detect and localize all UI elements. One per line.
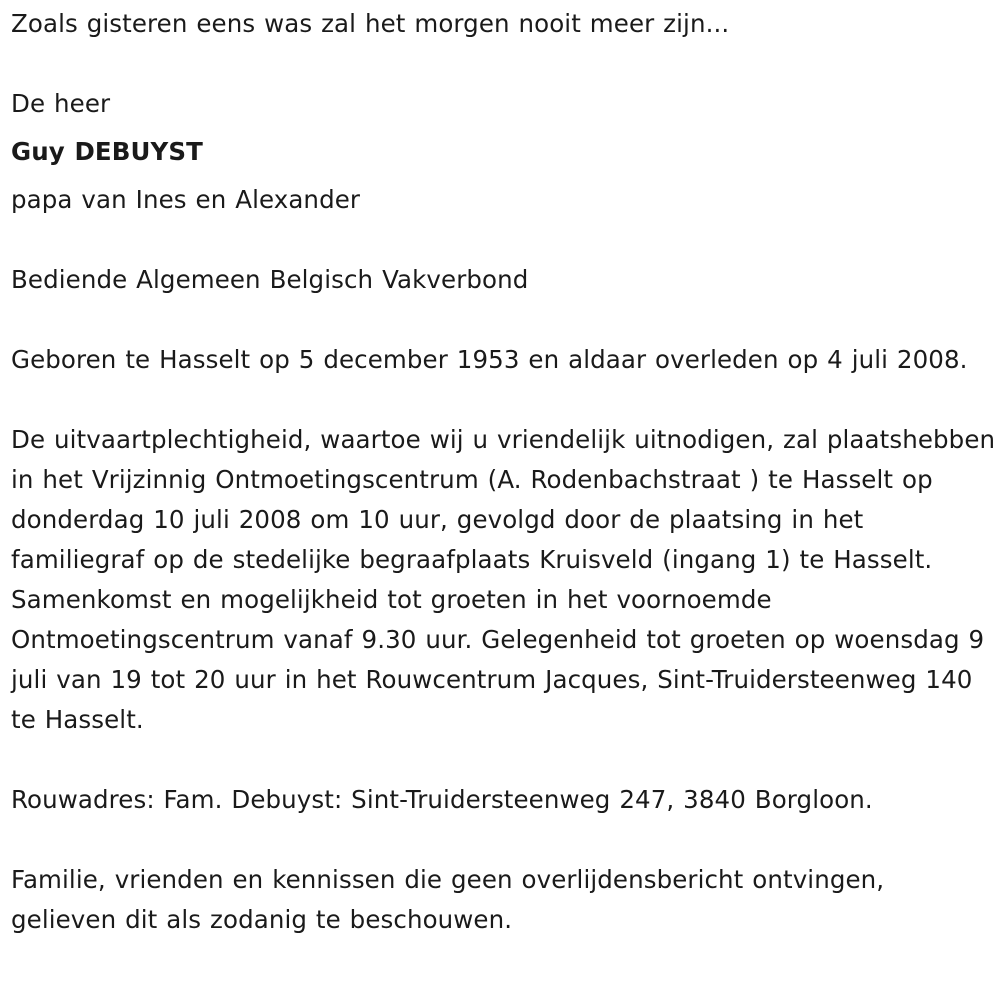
deceased-name: Guy DEBUYST (11, 137, 203, 166)
obituary-notice (11, 4, 996, 940)
birth-death-paragraph: Geboren te Hasselt op 5 december 1953 en aldaar overleden op 4 juli 2008. (11, 345, 968, 374)
mourning-address: Rouwadres: Fam. Debuyst: Sint-Truidersteenweg 247, 3840 Borgloon. (11, 785, 873, 814)
ceremony-paragraph: De uitvaartplechtigheid, waartoe wij u vriendelijk uitnodigen, zal plaatshebben in het Vrijzinnig Ontmoetingscentrum (A. Rodenbachstraat ) te Hasselt op donderdag 10 juli 2008 om 10 uur, gevolgd door de plaatsing in het familiegraf op de stedelijke begraafplaats Kruisveld (ingang 1) te Hasselt. Samenkomst en mogelijkheid tot groeten in het voornoemde Ontmoetingscentrum vanaf 9.30 uur. Gelegenheid tot groeten op woensdag 9 juli van 19 tot 20 uur in het Rouwcentrum Jacques, Sint-Truidersteenweg 140 te Hasselt. (11, 425, 996, 734)
salutation: De heer (11, 89, 111, 118)
family-relation: papa van Ines en Alexander (11, 185, 361, 214)
closing-paragraph: Familie, vrienden en kennissen die geen overlijdensbericht ontvingen, gelieven dit als zodanig te beschouwen. (11, 865, 885, 934)
motto: Zoals gisteren eens was zal het morgen nooit meer zijn... (11, 9, 730, 38)
occupation: Bediende Algemeen Belgisch Vakverbond (11, 265, 529, 294)
